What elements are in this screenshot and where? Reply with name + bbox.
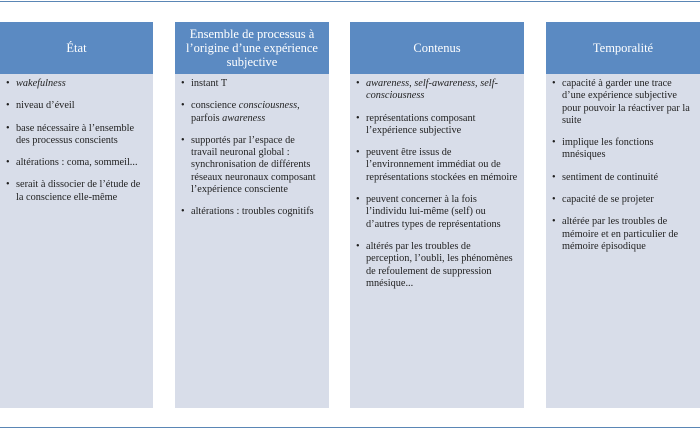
list-item: • wakefulness	[6, 78, 147, 90]
list-item: • peuvent être issus de l’environnement immédiat ou de représentations stockées en mémoire	[356, 147, 518, 184]
column-header-etat: État	[0, 22, 153, 74]
list-item: • capacité de se projeter	[552, 194, 694, 206]
list-item: • peuvent concerner à la fois l’individu lui-même (self) ou d’autres types de représentations	[356, 194, 518, 231]
column-body-etat	[0, 74, 153, 408]
column-etat	[0, 22, 153, 408]
bottom-rule	[0, 427, 700, 428]
list-item: • altérations : troubles cognitifs	[181, 206, 323, 218]
list-item: • altérés par les troubles de perception, l’oubli, les phénomènes de refoulement de suppression mnésique...	[356, 241, 518, 290]
top-rule	[0, 1, 700, 2]
column-header-processus: Ensemble de processus à l’origine d’une expérience subjective	[175, 22, 329, 74]
list-item: • awareness, self-awareness, self-consciousness	[356, 78, 518, 103]
column-body-contenus	[350, 74, 524, 408]
list-item: • altérée par les troubles de mémoire et en particulier de mémoire épisodique	[552, 216, 694, 253]
list-item: • implique les fonctions mnésiques	[552, 137, 694, 162]
list-item: • instant T	[181, 78, 323, 90]
column-temporalite	[546, 22, 700, 408]
list-item: • supportés par l’espace de travail neuronal global : synchronisation de différents réseaux neuronaux composant l’expérience consciente	[181, 135, 323, 196]
list-item: • capacité à garder une trace d’une expérience subjective pour pouvoir la réactiver par la suite	[552, 78, 694, 127]
column-header-temporalite: Temporalité	[546, 22, 700, 74]
list-item: • serait à dissocier de l’étude de la conscience elle-même	[6, 179, 147, 204]
list-item: • base nécessaire à l’ensemble des processus conscients	[6, 123, 147, 148]
column-contenus	[350, 22, 524, 408]
list-item: • représentations composant l’expérience subjective	[356, 113, 518, 138]
column-header-contenus: Contenus	[350, 22, 524, 74]
list-item: • conscience consciousness, parfois awareness	[181, 100, 323, 125]
list-item: • sentiment de continuité	[552, 172, 694, 184]
column-processus	[175, 22, 329, 408]
list-item: • altérations : coma, sommeil...	[6, 157, 147, 169]
column-body-processus	[175, 74, 329, 408]
column-body-temporalite	[546, 74, 700, 408]
list-item: • niveau d’éveil	[6, 100, 147, 112]
